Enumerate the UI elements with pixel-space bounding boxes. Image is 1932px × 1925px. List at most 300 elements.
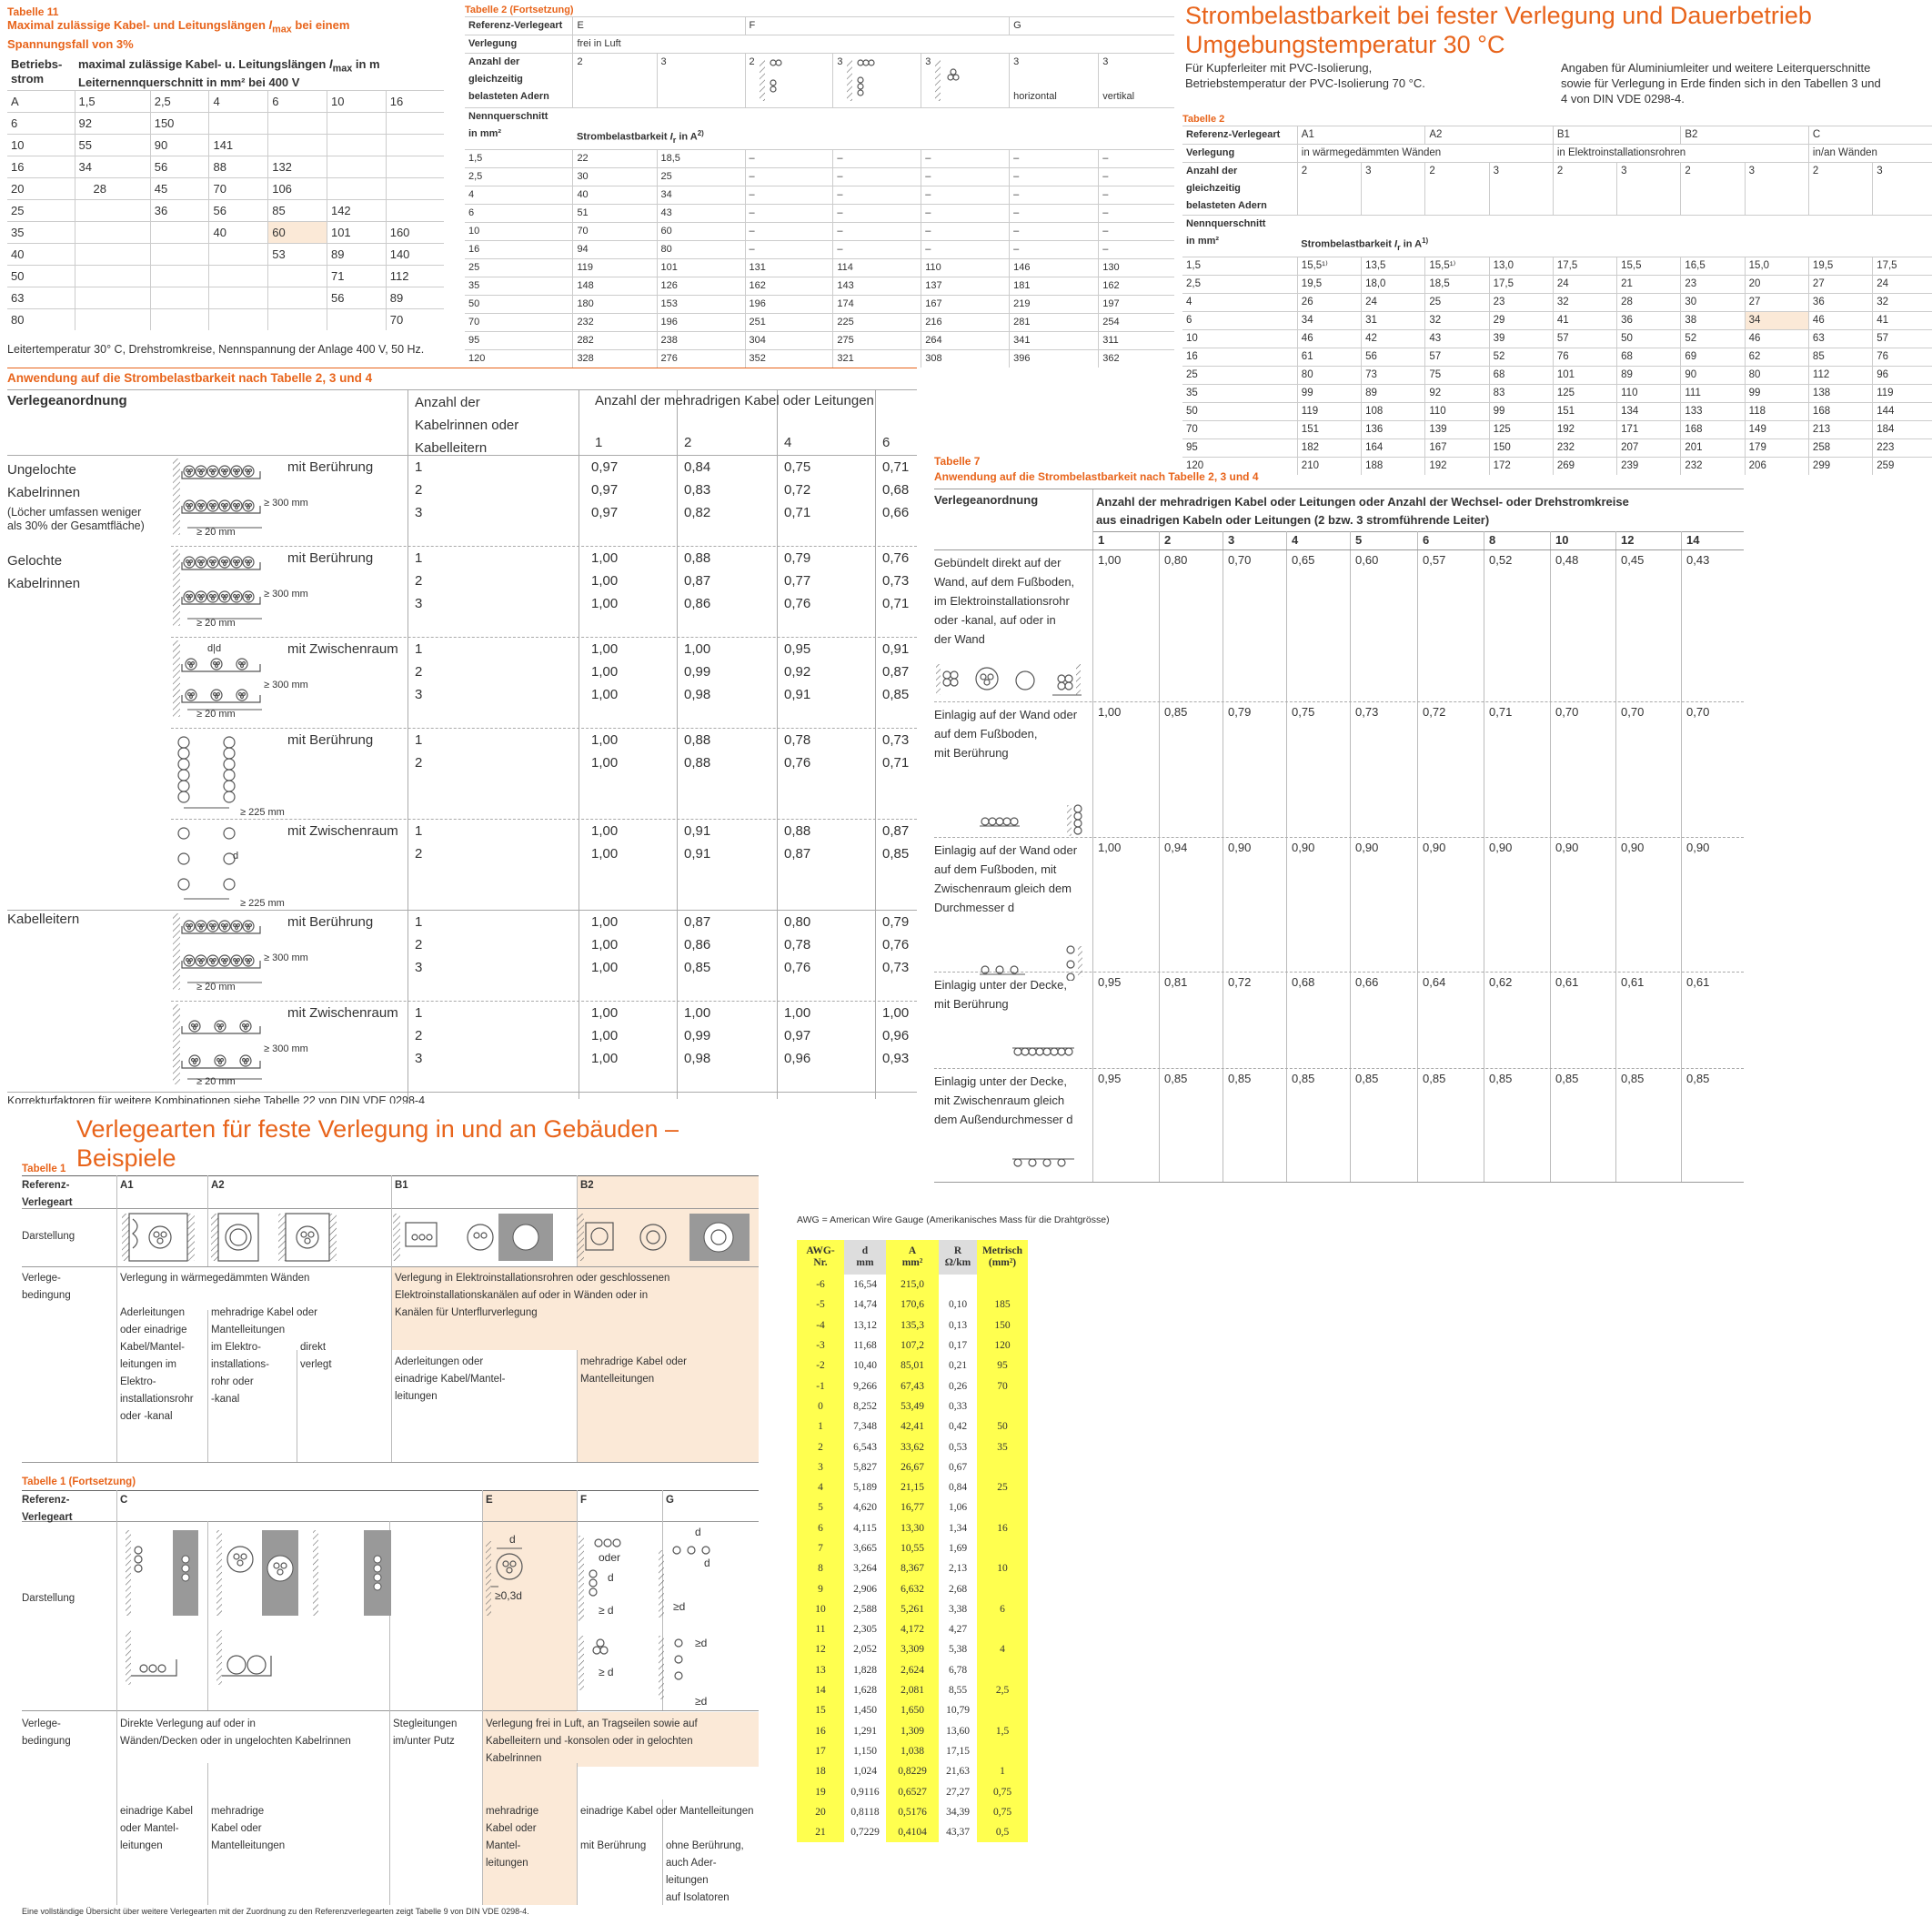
t2-cell: 70 xyxy=(1182,420,1297,438)
awg-cell xyxy=(977,1497,1028,1517)
e-d-label: d xyxy=(509,1533,516,1546)
t2-cell: 168 xyxy=(1681,420,1745,438)
t11-cell: 160 xyxy=(386,222,444,244)
table-row xyxy=(797,1822,1028,1842)
table-row xyxy=(797,1396,1028,1416)
t2-cell: 1,5 xyxy=(1182,257,1297,275)
awg-cell: 0,10 xyxy=(948,1299,968,1311)
table-row xyxy=(7,156,444,178)
t1-a1-sub-line: Elektro- xyxy=(120,1376,156,1387)
awg-cell: 27,27 xyxy=(946,1786,970,1798)
t11-col-2: 2,5 xyxy=(150,91,209,113)
t1-line xyxy=(577,1763,578,1905)
t2-cell: 172 xyxy=(1489,457,1553,475)
anw-cell: 0,73 xyxy=(882,573,910,589)
awg-h-r xyxy=(939,1240,977,1275)
table-row xyxy=(1182,348,1932,366)
main-note-1b: Betriebstemperatur der PVC-Isolierung 70 °C. xyxy=(1185,76,1425,90)
awg-cell: 0,8229 xyxy=(886,1761,939,1781)
t11-cell xyxy=(209,266,268,287)
awg-cell: 10 xyxy=(977,1558,1028,1578)
t2-cell: 24 xyxy=(1873,275,1932,293)
t2f-cell: – xyxy=(745,222,833,240)
g-d-label-2: d xyxy=(704,1557,710,1569)
anw-cell: 3 xyxy=(415,596,423,611)
t1-caption: Tabelle 1 xyxy=(22,1164,66,1174)
t2f-cell: – xyxy=(921,186,1010,204)
t11-cell: 80 xyxy=(7,309,75,331)
t2f-cell: 50 xyxy=(465,295,573,313)
t2-cell: 35 xyxy=(1182,384,1297,402)
table-2-continued-caption: Tabelle 2 (Fortsetzung) xyxy=(465,5,574,15)
ceiling-touching-icon xyxy=(1012,1041,1085,1063)
anw-cell: 0,80 xyxy=(784,914,811,930)
t7-col-1: 1 xyxy=(1098,533,1105,547)
anw-cell: 0,86 xyxy=(684,937,711,952)
t2-cell: 50 xyxy=(1617,329,1681,348)
table-row xyxy=(7,178,444,200)
awg-cell: 25 xyxy=(977,1477,1028,1497)
t7-cell: 1,00 xyxy=(1098,553,1122,567)
awg-cell: 13 xyxy=(797,1660,844,1680)
t2f-cell: 167 xyxy=(921,295,1010,313)
t2f-cell: – xyxy=(833,149,921,167)
t11-cell xyxy=(268,287,327,309)
t1-vb-label-2-line: Verlege- xyxy=(22,1718,61,1729)
awg-cell: 6 xyxy=(977,1599,1028,1619)
t2-cell: 2,5 xyxy=(1182,275,1297,293)
table-row xyxy=(7,113,444,135)
main-title-line2: Umgebungstemperatur 30 °C xyxy=(1185,31,1505,58)
t2-cell: 69 xyxy=(1681,348,1745,366)
anw-cell: 0,87 xyxy=(784,846,811,862)
t1-a2-sub1-line: Mantelleitungen xyxy=(211,1325,286,1335)
t1-a2-sub2-line: im Elektro- xyxy=(211,1342,261,1353)
awg-cell: 1,5 xyxy=(977,1721,1028,1741)
t2-adern-4: 2 xyxy=(1553,163,1616,216)
t2f-cell: 70 xyxy=(465,313,573,331)
t1-vb-label-line: bedingung xyxy=(22,1290,71,1301)
t2f-cell: – xyxy=(745,186,833,204)
t2f-verl-label: Verlegung xyxy=(465,35,573,54)
anw-hcol-6: 6 xyxy=(882,435,891,450)
t2-cell: 299 xyxy=(1808,457,1872,475)
awg-cell: 70 xyxy=(977,1376,1028,1396)
anw-ic5-d225: ≥ 225 mm xyxy=(240,898,285,909)
t2-cell: 83 xyxy=(1489,384,1553,402)
t1-title-2: Beispiele xyxy=(76,1144,176,1172)
t1-c-sub1 xyxy=(120,1803,193,1855)
t7-cell: 0,85 xyxy=(1686,1072,1710,1085)
t1-a1-sub-line: installationsrohr xyxy=(120,1394,194,1405)
t1-c-sub2-line: Kabel oder xyxy=(211,1823,262,1834)
t1-a2-sub1-line: mehradrige Kabel oder xyxy=(211,1307,317,1318)
t2f-adern-6-val: 3 xyxy=(1102,56,1109,67)
t7-cell: 0,72 xyxy=(1423,705,1446,719)
t2-cell: 10 xyxy=(1182,329,1297,348)
anw-h-anz1: Kabelrinnen oder xyxy=(415,418,519,433)
t11-cell: 55 xyxy=(75,135,150,156)
anw-cell: 2 xyxy=(415,664,423,680)
awg-h-nr xyxy=(797,1240,844,1275)
t11-cell: 25 xyxy=(7,200,75,222)
t2-cell: 68 xyxy=(1617,348,1681,366)
t7-row-label-line: Einlagig auf der Wand oder xyxy=(934,708,1078,721)
anw-cell: 0,73 xyxy=(882,732,910,748)
anw-cell: 0,75 xyxy=(784,459,811,475)
t1-b1-sub xyxy=(395,1354,505,1406)
t7-h-verl: Verlegeanordnung xyxy=(934,493,1039,507)
t2f-cell: 25 xyxy=(465,258,573,277)
awg-cell: 3,38 xyxy=(948,1603,968,1615)
anw-h-verl: Verlegeanordnung xyxy=(7,393,127,408)
t11-cell xyxy=(327,178,386,200)
awg-cell: 2,052 xyxy=(853,1644,877,1656)
awg-cell: 3,264 xyxy=(853,1563,877,1575)
awg-cell: 2,5 xyxy=(977,1680,1028,1700)
t2f-cell: 131 xyxy=(745,258,833,277)
t2f-cell: 114 xyxy=(833,258,921,277)
anw-cell: 0,87 xyxy=(684,573,711,589)
anw-h-anz0: Anzahl der xyxy=(415,395,480,410)
t2-adern-2: 2 xyxy=(1425,163,1489,216)
anw-top-line xyxy=(7,389,917,390)
t1-fg-sub: einadrige Kabel oder Mantelleitungen xyxy=(580,1806,754,1817)
anw-footnote: Korrekturfaktoren für weitere Kombinationen siehe Tabelle 22 von DIN VDE 0298-4 xyxy=(7,1094,426,1104)
awg-table xyxy=(797,1214,1110,1842)
t2-cell: 101 xyxy=(1553,366,1616,384)
a1-insulated-wall-icon xyxy=(122,1214,195,1261)
anw-cell: 1 xyxy=(415,732,423,748)
anw-cell: 0,87 xyxy=(882,823,910,839)
awg-cell: 8,252 xyxy=(853,1400,877,1412)
t2f-cell: 321 xyxy=(833,349,921,368)
awg-cell xyxy=(977,1741,1028,1761)
b1-conduit-icon xyxy=(393,1214,553,1261)
tray-touching-icon xyxy=(171,459,326,536)
awg-cell: -6 xyxy=(797,1275,844,1295)
t2f-adern-2 xyxy=(745,54,833,108)
table-row xyxy=(797,1660,1028,1680)
t2-cell: 133 xyxy=(1681,402,1745,420)
t7-vline xyxy=(1092,489,1093,1183)
anw-cell: 1,00 xyxy=(591,937,619,952)
t2-cell: 41 xyxy=(1873,311,1932,329)
t7-vline xyxy=(1615,531,1616,1183)
t7-col-3: 3 xyxy=(1228,533,1235,547)
awg-cell: 3,309 xyxy=(886,1639,939,1659)
g-free-air-icon xyxy=(659,1526,710,1708)
c-single-cable-icon xyxy=(126,1530,198,1685)
t2f-cell: 232 xyxy=(573,313,657,331)
t7-cell: 0,90 xyxy=(1355,841,1379,854)
t7-h-main xyxy=(1096,493,1629,529)
anw-cell: 0,76 xyxy=(882,937,910,952)
t2-cell: 62 xyxy=(1745,348,1808,366)
t7-col-2: 2 xyxy=(1164,533,1172,547)
awg-cell xyxy=(977,1578,1028,1598)
table-row xyxy=(797,1497,1028,1517)
awg-cell xyxy=(977,1275,1028,1295)
t7-cell: 0,57 xyxy=(1423,553,1446,567)
anw-block-label: mit Berührung xyxy=(287,914,374,930)
anw-ungel-n0: (Löcher umfassen weniger xyxy=(7,506,142,519)
anw-cell: 0,76 xyxy=(784,755,811,771)
t2-cell: 6 xyxy=(1182,311,1297,329)
awg-cell: 7 xyxy=(797,1538,844,1558)
t2-adern-8: 2 xyxy=(1808,163,1872,216)
f-oder-label: oder xyxy=(599,1551,621,1564)
t11-cell: 40 xyxy=(7,244,75,266)
table-11-grid xyxy=(7,57,444,331)
awg-caption: AWG = American Wire Gauge (Amerikanisches Mass für die Drahtgrösse) xyxy=(797,1214,1110,1225)
t1-ref-label-line: Referenz- xyxy=(22,1180,70,1191)
table-row xyxy=(797,1275,1028,1295)
t2f-adern-3-val: 3 xyxy=(837,56,843,67)
t7-cell: 0,94 xyxy=(1164,841,1188,854)
t2-cell: 57 xyxy=(1425,348,1489,366)
t11-cell: 88 xyxy=(209,156,268,178)
t11-cell: 53 xyxy=(268,244,327,266)
t2f-adern-l1: gleichzeitig xyxy=(468,74,523,85)
awg-cell xyxy=(977,1619,1028,1639)
t2f-cell: – xyxy=(1010,240,1099,258)
t7-cell: 0,43 xyxy=(1686,553,1710,567)
t7-cell: 0,48 xyxy=(1555,553,1579,567)
t2f-cell: 264 xyxy=(921,331,1010,349)
t1-ref-label-2-line: Referenz- xyxy=(22,1495,70,1506)
anw-ic6-d300: ≥ 300 mm xyxy=(264,952,308,963)
t1-c-cond-line: Wänden/Decken oder in ungelochten Kabelrinnen xyxy=(120,1736,351,1747)
t1-ref-label-2-line: Verlegeart xyxy=(22,1512,73,1523)
t1-part2 xyxy=(22,1490,759,1905)
t2-verl-c: in/an Wänden xyxy=(1808,145,1932,163)
t2-cell: 32 xyxy=(1553,293,1616,311)
t7-cell: 0,85 xyxy=(1292,1072,1315,1085)
t2-cell: 32 xyxy=(1425,311,1489,329)
t2-cell: 20 xyxy=(1745,275,1808,293)
t7-cell: 0,95 xyxy=(1098,975,1122,989)
awg-cell: 26,67 xyxy=(886,1457,939,1477)
awg-cell: 85,01 xyxy=(886,1356,939,1376)
anw-cell: 0,78 xyxy=(784,732,811,748)
t11-cell xyxy=(386,178,444,200)
t7-row-label-line: auf dem Fußboden, mit xyxy=(934,862,1057,876)
t2-cell: 99 xyxy=(1745,384,1808,402)
t1-efg-cond-line: Verlegung frei in Luft, an Tragseilen sowie auf xyxy=(486,1718,698,1729)
anw-h-anz xyxy=(415,391,518,459)
anw-ungel-0: Ungelochte xyxy=(7,462,76,478)
t7-cell: 0,60 xyxy=(1355,553,1379,567)
t2f-cell: – xyxy=(921,204,1010,222)
anw-hcol-4: 4 xyxy=(784,435,792,450)
t2f-adern-1: 3 xyxy=(657,54,745,108)
table-row xyxy=(465,167,1174,186)
anw-h-mehr: Anzahl der mehradrigen Kabel oder Leitungen xyxy=(595,393,874,408)
t2f-cell: 311 xyxy=(1099,331,1174,349)
table-row xyxy=(465,313,1174,331)
t1-a2-sub3 xyxy=(300,1339,332,1374)
t1-e-sub-line: Mantel- xyxy=(486,1840,521,1851)
t2-cell: 119 xyxy=(1297,402,1361,420)
t1-a1-sub-line: Kabel/Mantel- xyxy=(120,1342,185,1353)
awg-cell: 11 xyxy=(797,1619,844,1639)
t2f-cell: 148 xyxy=(573,277,657,295)
anw-cell: 0,71 xyxy=(784,505,811,520)
t11-cell xyxy=(209,113,268,135)
t2f-cell: – xyxy=(1099,149,1174,167)
t2-cell: 31 xyxy=(1362,311,1425,329)
t2-cell: 61 xyxy=(1297,348,1361,366)
t2-cell: 112 xyxy=(1808,366,1872,384)
t7-vline xyxy=(1417,531,1418,1183)
anw-cell: 0,92 xyxy=(784,664,811,680)
awg-cell: 0,6527 xyxy=(886,1781,939,1801)
t1-ref2-f: F xyxy=(580,1495,588,1506)
t11-h2c: Leiternennquerschnitt in mm² bei 400 V xyxy=(78,76,300,90)
awg-cell: 1 xyxy=(797,1416,844,1436)
awg-cell: 35 xyxy=(977,1436,1028,1456)
t11-cell: 60 xyxy=(268,222,327,244)
t2f-cell: 276 xyxy=(657,349,745,368)
awg-cell: 0,26 xyxy=(948,1380,968,1392)
table-row xyxy=(797,1578,1028,1598)
t11-cell: 40 xyxy=(209,222,268,244)
c-flat-cable-icon xyxy=(313,1530,391,1616)
t2-adern-5: 3 xyxy=(1617,163,1681,216)
t2f-sb-unit: in A xyxy=(676,131,698,143)
t11-cell: 89 xyxy=(327,244,386,266)
t2-cell: 4 xyxy=(1182,293,1297,311)
t2-sb-sub: r xyxy=(1397,242,1401,252)
t11-cell xyxy=(327,113,386,135)
main-note-2c: 4 von DIN VDE 0298-4. xyxy=(1561,92,1685,106)
g-ged-label: ≥d xyxy=(673,1600,686,1613)
t7-cell: 0,45 xyxy=(1621,553,1645,567)
awg-cell: 4 xyxy=(797,1477,844,1497)
anw-cell: 1,00 xyxy=(591,755,619,771)
t7-cell: 0,80 xyxy=(1164,553,1188,567)
t11-cell: 50 xyxy=(7,266,75,287)
t2f-cell: 197 xyxy=(1099,295,1174,313)
t2-adern-9: 3 xyxy=(1873,163,1932,216)
anw-cell: 1,00 xyxy=(591,596,619,611)
awg-h3b: Ω/km xyxy=(944,1257,971,1268)
t2-cell: 18,5 xyxy=(1425,275,1489,293)
table-1 xyxy=(0,1112,764,1921)
anw-group-ungelocht-note xyxy=(7,506,145,533)
t2-cell: 56 xyxy=(1362,348,1425,366)
t2-cell: 258 xyxy=(1808,438,1872,457)
t1-a2-sub2-line: rohr oder xyxy=(211,1376,254,1387)
t11-h2b: in m xyxy=(352,56,380,71)
t2-cell: 16,5 xyxy=(1681,257,1745,275)
t11-cell xyxy=(150,266,209,287)
anw-block-sep xyxy=(7,910,917,911)
t2-cell: 27 xyxy=(1745,293,1808,311)
t11-cell xyxy=(209,309,268,331)
t2f-sb-text: Strombelastbarkeit xyxy=(576,131,670,143)
awg-cell: 16,54 xyxy=(853,1279,877,1291)
awg-cell: 10 xyxy=(797,1599,844,1619)
t2-adern-l1: gleichzeitig xyxy=(1186,183,1241,194)
table-row xyxy=(797,1538,1028,1558)
anw-cell: 0,82 xyxy=(684,505,711,520)
t1-e-sub-line: leitungen xyxy=(486,1858,528,1869)
t2-cell: 99 xyxy=(1297,384,1361,402)
t2f-cell: 308 xyxy=(921,349,1010,368)
t1-b-cond xyxy=(395,1270,669,1322)
t2f-cell: 1,5 xyxy=(465,149,573,167)
anw-cell: 0,99 xyxy=(684,664,711,680)
anw-cell: 0,88 xyxy=(684,550,711,566)
t2-cell: 125 xyxy=(1553,384,1616,402)
anw-cell: 0,88 xyxy=(784,823,811,839)
awg-h4a: Metrisch xyxy=(981,1245,1023,1256)
table-2-caption: Tabelle 2 xyxy=(1182,114,1225,125)
t2-cell: 89 xyxy=(1617,366,1681,384)
t2-cell: 213 xyxy=(1808,420,1872,438)
anw-cell: 0,99 xyxy=(684,1028,711,1043)
t2-cell: 32 xyxy=(1873,293,1932,311)
awg-cell: 135,3 xyxy=(886,1315,939,1335)
anw-cell: 1 xyxy=(415,641,423,657)
t11-col-0: A xyxy=(7,91,75,113)
awg-cell: 1,038 xyxy=(886,1741,939,1761)
t1-e-sub xyxy=(486,1803,538,1872)
t11-cell: 106 xyxy=(268,178,327,200)
t1-drawings xyxy=(116,1210,759,1267)
t2f-nq-l0: Nennquerschnitt xyxy=(468,111,548,122)
t1-drawings-2 xyxy=(116,1523,759,1713)
t2f-cell: 119 xyxy=(573,258,657,277)
t7-row-label-line: Einlagig unter der Decke, xyxy=(934,1074,1067,1088)
table-11-caption: Tabelle 11 xyxy=(7,5,59,18)
t7-cell: 0,90 xyxy=(1228,841,1252,854)
anw-ic3-d300: ≥ 300 mm xyxy=(264,680,308,690)
t7-cell: 0,61 xyxy=(1621,975,1645,989)
anw-cell: 0,85 xyxy=(882,846,910,862)
t2-cell: 15,5¹⁾ xyxy=(1297,257,1361,275)
t2-adern-3: 3 xyxy=(1489,163,1553,216)
t2f-cell: 238 xyxy=(657,331,745,349)
t7-cell: 0,62 xyxy=(1489,975,1513,989)
anw-ic7-d300: ≥ 300 mm xyxy=(264,1043,308,1054)
table-11-title-text-2: bei einem Spannungsfall von 3% xyxy=(7,18,350,51)
t1-line xyxy=(22,1462,759,1463)
t7-cell: 0,61 xyxy=(1555,975,1579,989)
t2-verl-a: in wärmegedämmten Wänden xyxy=(1297,145,1553,163)
t1-g-sub-line: auf Isolatoren xyxy=(666,1892,730,1903)
t2f-cell: – xyxy=(745,240,833,258)
anw-cell: 0,71 xyxy=(882,459,910,475)
t11-cell xyxy=(150,309,209,331)
t1-darstellung-icons-2 xyxy=(116,1523,759,1710)
t2f-adern-6 xyxy=(1099,54,1174,108)
awg-cell: 1,309 xyxy=(886,1721,939,1741)
awg-cell: 0,75 xyxy=(977,1781,1028,1801)
t1-ref2-c: C xyxy=(120,1495,128,1506)
anw-cell: 3 xyxy=(415,505,423,520)
f-free-air-icon xyxy=(579,1536,620,1690)
t2-cell: 23 xyxy=(1489,293,1553,311)
t2f-adern-4 xyxy=(921,54,1010,108)
awg-cell: 1,450 xyxy=(853,1705,877,1717)
awg-cell: 13,60 xyxy=(946,1725,970,1737)
anw-vline-3 xyxy=(677,389,678,1099)
t11-cell: 35 xyxy=(7,222,75,244)
awg-cell: -1 xyxy=(797,1376,844,1396)
